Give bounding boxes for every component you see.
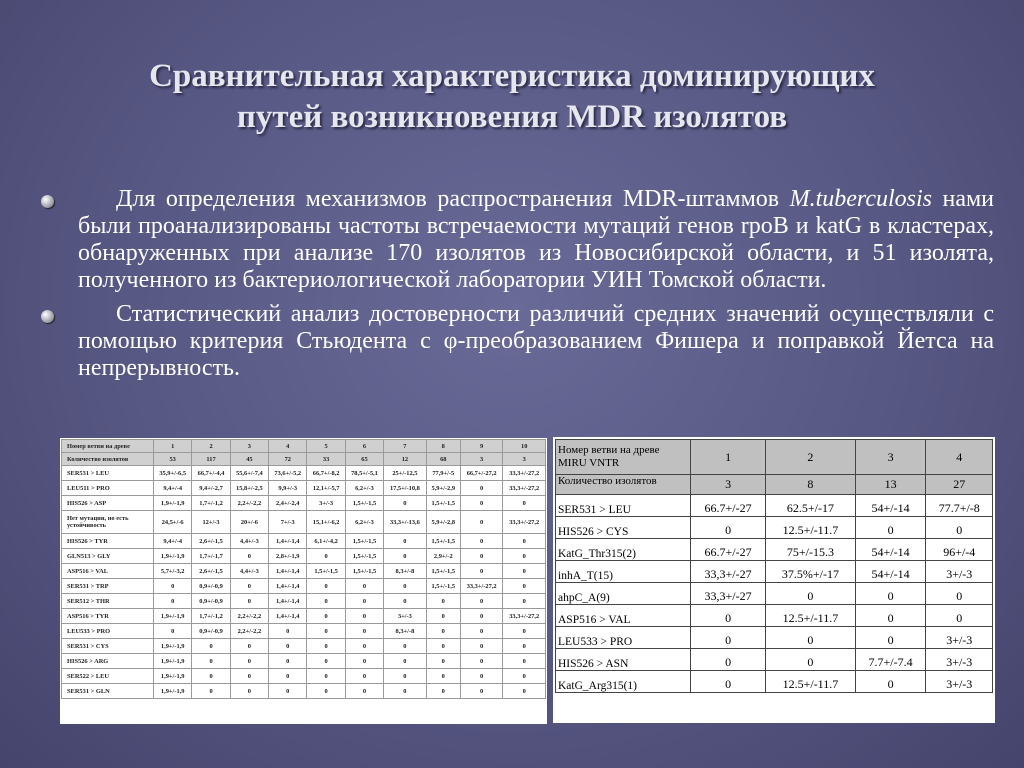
value-cell: 54+/-14 [855,495,926,517]
value-cell: 1,4+/-1,4 [269,579,307,594]
isolate-count-row [62,453,546,466]
value-cell: 0 [855,627,926,649]
value-cell: 0 [154,624,192,639]
row-label-cell: Номер ветви на древе MIRU VNTR [556,440,691,475]
value-cell: 25+/-12,5 [384,466,427,481]
value-cell: 4 [269,440,307,453]
value-cell: 33,3+/-13,6 [384,511,427,534]
row-label-cell: SER531 > LEU [556,495,691,517]
value-cell: 0 [426,609,460,624]
value-cell: 5,9+/-2,9 [426,481,460,496]
value-cell: 66.7+/-27 [691,495,766,517]
value-cell: 0 [460,511,503,534]
row-label-cell: SER531 > LEU [62,466,154,481]
value-cell: 8 [426,440,460,453]
value-cell: 117 [192,453,230,466]
rpob-mutations-table [61,439,546,699]
value-cell: 72 [269,453,307,466]
value-cell: 0 [230,549,268,564]
bullet-item-methods [40,186,994,294]
value-cell: 0 [269,624,307,639]
value-cell: 0 [307,579,345,594]
value-cell: 0 [426,669,460,684]
value-cell: 0 [855,517,926,539]
value-cell: 9,4+/-4 [154,481,192,496]
value-cell: 0 [855,605,926,627]
table-row [556,671,993,693]
value-cell: 1 [691,440,766,475]
value-cell: 0 [460,564,503,579]
value-cell: 1,9+/-1,9 [154,549,192,564]
value-cell: 0 [503,496,546,511]
value-cell: 6,1+/-4,2 [307,534,345,549]
value-cell: 0,9+/-0,9 [192,579,230,594]
value-cell: 54+/-14 [855,561,926,583]
header-row [62,440,546,453]
row-label-cell: ahpC_A(9) [556,583,691,605]
value-cell: 0 [384,669,427,684]
value-cell: 2 [766,440,856,475]
row-label-cell: SER512 > THR [62,594,154,609]
value-cell: 8 [766,475,856,495]
value-cell: 0 [855,671,926,693]
value-cell: 33,3+/-27,2 [503,511,546,534]
value-cell: 2 [192,440,230,453]
value-cell: 0 [384,684,427,699]
table-row [62,609,546,624]
value-cell: 0 [345,654,383,669]
bullet-dot-icon [41,195,54,208]
value-cell: 0,9+/-0,9 [192,594,230,609]
value-cell: 0 [426,639,460,654]
value-cell: 6 [345,440,383,453]
value-cell: 4,4+/-3 [230,534,268,549]
value-cell: 0 [766,627,856,649]
bullet-item-statistics [40,301,994,382]
value-cell: 0 [230,579,268,594]
value-cell: 1,9+/-1,9 [154,639,192,654]
table-row [62,564,546,579]
value-cell: 0 [384,549,427,564]
value-cell: 2,8+/-1,9 [269,549,307,564]
value-cell: 0 [691,671,766,693]
value-cell: 10 [503,440,546,453]
value-cell: 0 [307,609,345,624]
value-cell: 1,4+/-1,4 [269,594,307,609]
slide-title [40,56,984,138]
miru-vntr-table [555,439,993,693]
row-label-cell: ASP516 > VAL [556,605,691,627]
value-cell: 0 [307,684,345,699]
value-cell: 3+/-3 [307,496,345,511]
value-cell: 17,5+/-10,8 [384,481,427,496]
row-label-cell: KatG_Arg315(1) [556,671,691,693]
value-cell: 0 [230,684,268,699]
value-cell: 12 [384,453,427,466]
value-cell: 27 [926,475,993,495]
value-cell: 0 [460,669,503,684]
row-label-cell: HIS526 > ASN [556,649,691,671]
value-cell: 1,9+/-1,9 [154,684,192,699]
value-cell: 0 [503,534,546,549]
row-label-cell: SER531 > GLN [62,684,154,699]
value-cell: 0 [345,684,383,699]
value-cell: 68 [426,453,460,466]
value-cell: 53 [154,453,192,466]
value-cell: 0 [460,594,503,609]
value-cell: 0 [307,549,345,564]
value-cell: 75+/-15.3 [766,539,856,561]
miru-vntr-table-panel [553,437,995,723]
value-cell: 0 [230,639,268,654]
value-cell: 0 [345,579,383,594]
value-cell: 0 [691,605,766,627]
table-row [62,684,546,699]
value-cell: 96+/-4 [926,539,993,561]
table-row [556,649,993,671]
value-cell: 1,5+/-1,5 [426,579,460,594]
value-cell: 15,1+/-6,2 [307,511,345,534]
bullet-1-text-post: нами были проанализированы частоты встречаемости мутаций генов rpoB и katG в кластерах, обнаруженных при анализе 170 изолятов из Новосибирской области, и 51 изолята, полученного из бактериологической лаборатории УИН Томской области. [78,186,995,293]
value-cell: 9,9+/-3 [269,481,307,496]
value-cell: 3 [230,440,268,453]
value-cell: 0 [503,549,546,564]
row-label-cell: LEU511 > PRO [62,481,154,496]
value-cell: 0 [345,594,383,609]
value-cell: 0 [230,669,268,684]
value-cell: 1,9+/-1,9 [154,496,192,511]
value-cell: 62.5+/-17 [766,495,856,517]
value-cell: 33,3+/-27,2 [503,609,546,624]
value-cell: 0 [230,594,268,609]
value-cell: 7+/-3 [269,511,307,534]
value-cell: 1,9+/-1,9 [154,669,192,684]
bullet-2-text: Статистический анализ достоверности различий средних значений осуществляли с помощью критерия Стьюдента с φ-преобразованием Фишера и поправкой Йетса на непрерывность. [78,301,994,381]
value-cell: 3+/-3 [926,627,993,649]
value-cell: 2,2+/-2,2 [230,496,268,511]
rpob-mutations-table-panel [60,438,547,724]
value-cell: 0 [307,639,345,654]
bullet-list [40,186,994,389]
table-row [62,511,546,534]
value-cell: 0 [192,654,230,669]
value-cell: 0 [269,669,307,684]
value-cell: 77,9+/-5 [426,466,460,481]
value-cell: 0 [460,639,503,654]
value-cell: 0 [345,639,383,654]
value-cell: 0 [307,594,345,609]
row-label-cell: ASP516 > TYR [62,609,154,624]
value-cell: 0 [384,594,427,609]
value-cell: 1,5+/-1,5 [345,534,383,549]
value-cell: 0 [926,605,993,627]
value-cell: 0 [426,684,460,699]
value-cell: 35,9+/-6,5 [154,466,192,481]
table-row [556,495,993,517]
value-cell: 3+/-3 [384,609,427,624]
row-label-cell: SER531 > TRP [62,579,154,594]
value-cell: 0 [691,649,766,671]
value-cell: 0 [460,549,503,564]
value-cell: 0 [384,654,427,669]
value-cell: 3 [855,440,926,475]
value-cell: 0 [384,496,427,511]
table-row [62,496,546,511]
value-cell: 4 [926,440,993,475]
value-cell: 3 [460,453,503,466]
value-cell: 45 [230,453,268,466]
value-cell: 77.7+/-8 [926,495,993,517]
table-row [62,549,546,564]
value-cell: 8,3+/-8 [384,564,427,579]
row-label-cell: inhA_T(15) [556,561,691,583]
row-label-cell: Нет мутации, но есть устойчивость [62,511,154,534]
value-cell: 1,4+/-1,4 [269,564,307,579]
value-cell: 0 [307,654,345,669]
table-row [62,639,546,654]
value-cell: 8,3+/-8 [384,624,427,639]
value-cell: 7 [384,440,427,453]
value-cell: 5,9+/-2,8 [426,511,460,534]
value-cell: 3 [503,453,546,466]
value-cell: 2,6+/-1,5 [192,534,230,549]
value-cell: 0 [503,654,546,669]
value-cell: 1,5+/-1,5 [426,496,460,511]
title-line-1: Сравнительная характеристика доминирующих [149,58,875,94]
value-cell: 1,5+/-1,5 [307,564,345,579]
value-cell: 0 [503,669,546,684]
table-row [62,654,546,669]
row-label-cell: HIS526 > ARG [62,654,154,669]
value-cell: 0 [503,594,546,609]
table-row [556,627,993,649]
row-label-cell: Количество изолятов [62,453,154,466]
value-cell: 0 [460,481,503,496]
value-cell: 0 [345,609,383,624]
value-cell: 1 [154,440,192,453]
value-cell: 0 [460,609,503,624]
title-line-2: путей возникновения MDR изолятов [236,99,788,135]
value-cell: 0 [345,624,383,639]
value-cell: 2,4+/-2,4 [269,496,307,511]
value-cell: 0 [460,654,503,669]
value-cell: 1,9+/-1,9 [154,609,192,624]
value-cell: 33 [307,453,345,466]
value-cell: 0 [766,649,856,671]
value-cell: 12,1+/-5,7 [307,481,345,496]
row-label-cell: SER522 > LEU [62,669,154,684]
value-cell: 1,7+/-1,2 [192,496,230,511]
value-cell: 0 [426,624,460,639]
value-cell: 0 [154,579,192,594]
value-cell: 6,2+/-3 [345,511,383,534]
row-label-cell: LEU533 > PRO [62,624,154,639]
value-cell: 9,4+/-4 [154,534,192,549]
value-cell: 66,7+/-8,2 [307,466,345,481]
value-cell: 55,6+/-7,4 [230,466,268,481]
value-cell: 0 [855,583,926,605]
value-cell: 1,4+/-1,4 [269,609,307,624]
row-label-cell: ASP516 > VAL [62,564,154,579]
value-cell: 1,5+/-1,5 [345,564,383,579]
value-cell: 0 [192,669,230,684]
value-cell: 0 [460,496,503,511]
value-cell: 37.5%+/-17 [766,561,856,583]
value-cell: 5 [307,440,345,453]
value-cell: 0 [426,594,460,609]
value-cell: 9,4+/-2,7 [192,481,230,496]
value-cell: 3+/-3 [926,671,993,693]
value-cell: 1,9+/-1,9 [154,654,192,669]
value-cell: 0 [192,639,230,654]
header-row [556,440,993,475]
value-cell: 54+/-14 [855,539,926,561]
value-cell: 0 [307,624,345,639]
value-cell: 33,3+/-27 [691,583,766,605]
value-cell: 0 [460,684,503,699]
bullet-1-text-pre: Для определения механизмов распространения MDR-штаммов [116,186,790,212]
row-label-cell: HIS526 > CYS [556,517,691,539]
row-label-cell: LEU533 > PRO [556,627,691,649]
value-cell: 33,3+/-27 [691,561,766,583]
table-row [62,579,546,594]
table-row [62,534,546,549]
table-row [62,594,546,609]
value-cell: 6,2+/-3 [345,481,383,496]
value-cell: 12+/-3 [192,511,230,534]
value-cell: 12.5+/-11.7 [766,605,856,627]
value-cell: 2,2+/-2,2 [230,609,268,624]
table-row [556,583,993,605]
value-cell: 66.7+/-27 [691,539,766,561]
value-cell: 66,7+/-4,4 [192,466,230,481]
value-cell: 33,3+/-27,2 [503,466,546,481]
value-cell: 3+/-3 [926,561,993,583]
bullet-dot-icon [41,310,54,323]
table-row [556,561,993,583]
value-cell: 33,3+/-27,2 [503,481,546,496]
value-cell: 0 [384,579,427,594]
row-label-cell: Количество изолятов [556,475,691,495]
value-cell: 20+/-6 [230,511,268,534]
value-cell: 0 [307,669,345,684]
value-cell: 0 [926,517,993,539]
value-cell: 2,2+/-2,2 [230,624,268,639]
value-cell: 4,4+/-3 [230,564,268,579]
table-row [62,669,546,684]
value-cell: 2,9+/-2 [426,549,460,564]
isolate-count-row [556,475,993,495]
value-cell: 7.7+/-7.4 [855,649,926,671]
value-cell: 0 [345,669,383,684]
value-cell: 13 [855,475,926,495]
value-cell: 2,6+/-1,5 [192,564,230,579]
row-label-cell: KatG_Thr315(2) [556,539,691,561]
value-cell: 1,4+/-1,4 [269,534,307,549]
value-cell: 1,5+/-1,5 [345,549,383,564]
value-cell: 0 [503,684,546,699]
value-cell: 0 [503,624,546,639]
table-row [62,466,546,481]
value-cell: 24,5+/-6 [154,511,192,534]
value-cell: 0 [766,583,856,605]
value-cell: 12.5+/-11.7 [766,517,856,539]
value-cell: 0 [460,624,503,639]
value-cell: 0 [269,639,307,654]
row-label-cell: Номер ветви на древе [62,440,154,453]
value-cell: 1,7+/-1,7 [192,549,230,564]
value-cell: 0 [503,579,546,594]
value-cell: 15,8+/-2,5 [230,481,268,496]
value-cell: 1,5+/-1,5 [426,564,460,579]
value-cell: 0 [269,654,307,669]
value-cell: 3 [691,475,766,495]
value-cell: 33,3+/-27,2 [460,579,503,594]
value-cell: 5,7+/-3,2 [154,564,192,579]
row-label-cell: HIS526 > TYR [62,534,154,549]
value-cell: 0 [269,684,307,699]
row-label-cell: HIS526 > ASP [62,496,154,511]
table-row [556,605,993,627]
value-cell: 12.5+/-11.7 [766,671,856,693]
value-cell: 3+/-3 [926,649,993,671]
value-cell: 65 [345,453,383,466]
value-cell: 0 [154,594,192,609]
value-cell: 0 [926,583,993,605]
row-label-cell: GLN513 > GLY [62,549,154,564]
value-cell: 73,6+/-5,2 [269,466,307,481]
value-cell: 0 [384,534,427,549]
table-row [556,517,993,539]
value-cell: 0 [691,627,766,649]
bullet-1-species: M.tuberculosis [789,186,933,212]
table-row [62,481,546,496]
value-cell: 0,9+/-0,9 [192,624,230,639]
value-cell: 1,7+/-1,2 [192,609,230,624]
value-cell: 1,5+/-1,5 [345,496,383,511]
value-cell: 9 [460,440,503,453]
table-row [62,624,546,639]
value-cell: 78,5+/-5,1 [345,466,383,481]
value-cell: 0 [691,517,766,539]
value-cell: 0 [230,654,268,669]
table-row [556,539,993,561]
value-cell: 0 [503,564,546,579]
value-cell: 1,5+/-1,5 [426,534,460,549]
value-cell: 0 [192,684,230,699]
value-cell: 0 [426,654,460,669]
value-cell: 0 [460,534,503,549]
row-label-cell: SER531 > CYS [62,639,154,654]
value-cell: 0 [503,639,546,654]
value-cell: 0 [384,639,427,654]
value-cell: 66,7+/-27,2 [460,466,503,481]
